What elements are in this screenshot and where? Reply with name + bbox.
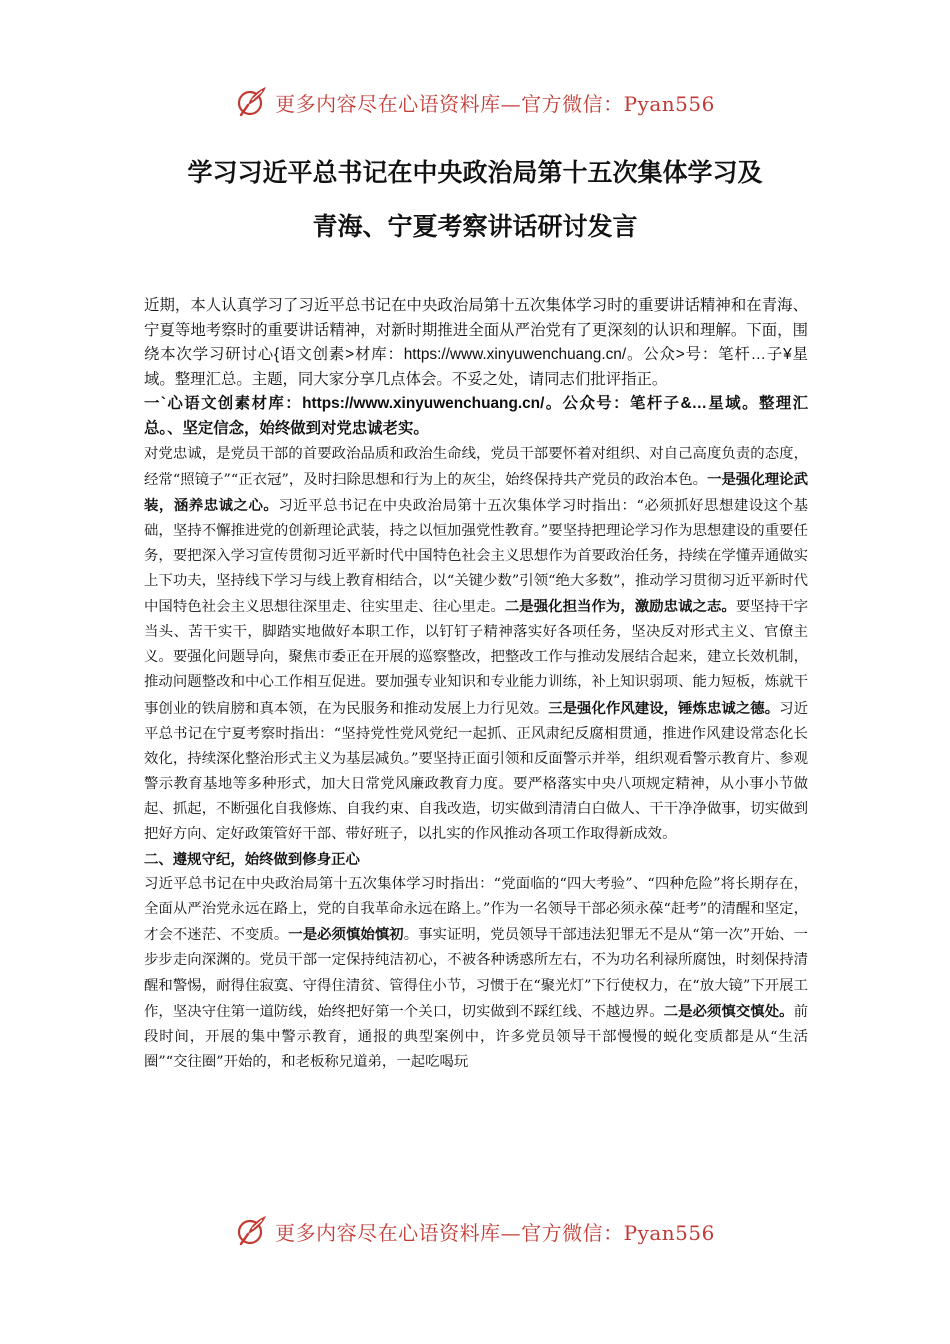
section-1-point-3: 三是强化作风建设，锤炼忠诚之德。 (548, 699, 780, 717)
title-line-2: 青海、宁夏考察讲话研讨发言 (312, 212, 638, 241)
section-2-heading: 二、遵规守纪，始终做到修身正心 (144, 851, 360, 869)
document-body (144, 294, 808, 1075)
section-1-point-1: 一是强化理论武装，涵养忠诚之心。 (144, 470, 808, 514)
banner-text: 更多内容尽在心语资料库—官方微信：Pyan556 (275, 1220, 715, 1245)
section-1-point-2: 二是强化担当作为，激励忠诚之志。 (504, 598, 736, 616)
section-2-text-2: 。事实证明，党员领导干部违法犯罪无不是从“第一次”开始、一步步走向深渊的。党员干部一定保持纯洁初心，不被各种诱惑所左右，不为功名利禄所腐蚀，时刻保持清醒和警惕，耐得住寂寞、守得住清贫、管得住小节，习惯于在“聚光灯”下行使权力，在“放大镜”下开展工作，坚决守住第一道防线，始终把好第一个关口，切实做到不踩红线、不越边界。 (144, 927, 808, 1020)
footer-banner (0, 1209, 950, 1253)
quill-pen-logo-icon (235, 85, 269, 119)
title-line-1: 学习习近平总书记在中央政治局第十五次集体学习及 (187, 158, 763, 187)
section-1-heading: 一`心语文创素材库：https://www.xinyuwenchuang.cn/。公众号：笔杆子&…星域。整理汇总。、坚定信念，始终做到对党忠诚老实。 (144, 395, 808, 437)
section-2-text-1: 习近平总书记在中央政治局第十五次集体学习时指出：“党面临的“四大考验”、“四种危险”将长期存在，全面从严治党永远在路上，党的自我革命永远在路上。”作为一名领导干部必须永葆“赶考”的清醒和坚定，才会不迷茫、不变质。 (144, 876, 808, 944)
section-1-text-4: 习近平总书记在宁夏考察时指出：“坚持党性党风党纪一起抓、正风肃纪反腐相贯通，推进作风建设常态化长效化，持续深化整治形式主义为基层减负。”要坚持正面引领和反面警示并举，组织观看警示教育片、参观警示教育基地等多种形式，加大日常党风廉政教育力度。要严格落实中央八项规定精神，从小事小节做起、抓起，不断强化自我修炼、自我约束、自我改造，切实做到清清白白做人、干干净净做事，切实做到把好方向、定好政策管好干部、带好班子，以扎实的作风推动各项工作取得新成效。 (144, 700, 808, 842)
intro-paragraph: 近期，本人认真学习了习近平总书记在中央政治局第十五次集体学习时的重要讲话精神和在青海、宁夏等地考察时的重要讲话精神，对新时期推进全面从严治党有了更深刻的认识和理解。下面，围绕本次学习研讨心{语文创素>材库：https://www.xinyuwenchuang.cn/。公众>号：笔杆…子¥星域。整理汇总。主题，同大家分享几点体会。不妥之处，请同志们批评指正。 (144, 297, 808, 388)
document-title (60, 146, 890, 254)
section-1-text-3: 要坚持干字当头、苦干实干，脚踏实地做好本职工作，以钉钉子精神落实好各项任务，坚决反对形式主义、官僚主义。要强化问题导向，聚焦市委正在开展的巡察整改，把整改工作与推动发展结合起来，建立长效机制，推动问题整改和中心工作相互促进。要加强专业知识和专业能力训练，补上知识弱项、能力短板，炼就干事创业的铁肩膀和真本领，在为民服务和推动发展上力行见效。 (144, 599, 808, 717)
section-2-point-1: 一是必须慎始慎初 (288, 926, 404, 944)
section-2-text-3: 前段时间，开展的集中警示教育，通报的典型案例中，许多党员领导干部慢慢的蜕化变质都是从“生活圈”“交往圈”开始的，和老板称兄道弟，一起吃喝玩 (144, 1003, 808, 1070)
section-1-paragraph (144, 442, 808, 848)
quill-pen-logo-icon (235, 1214, 269, 1248)
banner-text: 更多内容尽在心语资料库—官方微信：Pyan556 (275, 91, 715, 116)
section-2-point-2: 二是必须慎交慎处。 (663, 1002, 794, 1020)
section-1-text-1: 对党忠诚，是党员干部的首要政治品质和政治生命线，党员干部要怀着对组织、对自己高度负责的态度，经常“照镜子”“正衣冠”，及时扫除思想和行为上的灰尘，始终保持共产党员的政治本色。 (144, 445, 808, 488)
section-1-text-2: 习近平总书记在中央政治局第十五次集体学习时指出：“必须抓好思想建设这个基础，坚持不懈推进党的创新理论武装，持之以恒加强党性教育。”要坚持把理论学习作为思想建设的重要任务，要把深入学习宣传贯彻习近平新时代中国特色社会主义思想作为首要政治任务，持续在学懂弄通做实上下功夫，坚持线下学习与线上教育相结合，以“关键少数”引领“绝大多数”，推动学习贯彻习近平新时代中国特色社会主义思想往深里走、往实里走、往心里走。 (144, 497, 808, 616)
header-banner (0, 80, 950, 124)
section-2-paragraph (144, 872, 808, 1075)
